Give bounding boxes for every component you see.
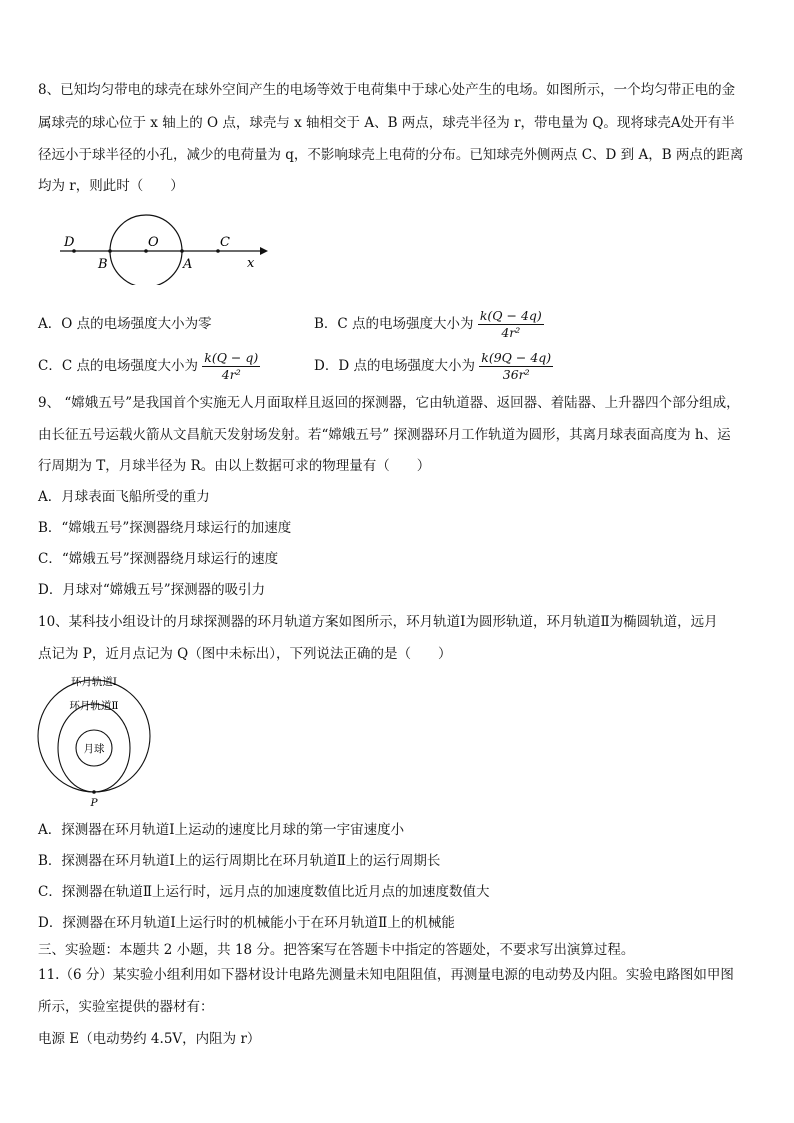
q10-option-b: B．探测器在环月轨道Ⅰ上的运行周期比在环月轨道Ⅱ上的运行周期长 [38,853,441,869]
q9-line-2: 由长征五号运载火箭从文昌航天发射场发射。若“嫦娥五号” 探测器环月工作轨道为圆形，其离月球表面高度为 h、运 [38,427,731,443]
label-orbit-1: 环月轨道Ⅰ [70,676,118,688]
label-orbit-2: 环月轨道Ⅱ [69,700,119,712]
q8-option-d-numerator: k(9Q − 4q) [481,350,552,365]
label-moon: 月球 [83,743,105,755]
x-axis-arrow [260,247,268,255]
q10-option-c: C．探测器在轨道Ⅱ上运行时，远月点的加速度数值比近月点的加速度数值大 [38,884,490,900]
q8-option-d-fraction [479,350,553,383]
q8-option-d [314,350,553,383]
q8-option-d-denominator: 36r² [502,367,530,382]
orbit-1-circle [38,680,150,792]
label-P: P [90,797,98,809]
q8-line-2: 属球壳的球心位于 x 轴上的 O 点，球壳与 x 轴相交于 A、B 两点，球壳半径为 r，带电量为 Q。现将球壳A处开有半 [38,115,735,131]
q9-option-d: D．月球对“嫦娥五号”探测器的吸引力 [38,582,266,598]
q8-line-3: 径远小于球半径的小孔，减少的电荷量为 q，不影响球壳上电荷的分布。已知球壳外侧两点 C、D 到 A，B 两点的距离 [38,147,744,163]
label-C: C [220,235,230,250]
q8-option-c [38,350,260,383]
q9-line-1: 9、 “嫦娥五号”是我国首个实施无人月面取样且返回的探测器，它由轨道器、返回器、着陆器、上升器四个部分组成， [38,395,740,411]
q8-option-c-text: C．C 点的电场强度大小为 [38,358,198,374]
label-B: B [98,257,108,272]
label-A: A [183,257,193,272]
q8-option-b-numerator: k(Q − 4q) [479,308,542,323]
q9-option-c: C．“嫦娥五号”探测器绕月球运行的速度 [38,551,279,567]
q8-option-c-denominator: 4r² [221,367,241,382]
q8-option-b [314,308,544,341]
q8-option-c-numerator: k(Q − q) [204,350,259,365]
section-3-heading: 三、实验题：本题共 2 小题，共 18 分。把答案写在答题卡中指定的答题处，不要求写出演算过程。 [38,942,635,958]
label-D: D [64,235,75,250]
q8-option-b-text: B．C 点的电场强度大小为 [314,316,474,332]
q8-line-4: 均为 r，则此时（ ） [38,178,184,194]
q11-line-1: 11.（6 分）某实验小组利用如下器材设计电路先测量未知电阻阻值，再测量电源的电动势及内阻。实验电路图如甲图 [38,967,734,983]
q8-option-b-denominator: 4r² [501,325,521,340]
q11-line-2: 所示，实验室提供的器材有： [38,999,214,1015]
q8-option-c-fraction [202,350,260,383]
q8-line-1: 8、已知均匀带电的球壳在球外空间产生的电场等效于电荷集中于球心处产生的电场。如图所示，一个均匀带正电的金 [38,82,736,98]
q11-line-3: 电源 E（电动势约 4.5V，内阻为 r） [38,1031,261,1047]
point-B [108,249,112,253]
q10-option-d: D．探测器在环月轨道Ⅰ上运行时的机械能小于在环月轨道Ⅱ上的机械能 [38,915,455,931]
q10-line-1: 10、某科技小组设计的月球探测器的环月轨道方案如图所示，环月轨道Ⅰ为圆形轨道，环月轨道Ⅱ为椭圆轨道，远月 [38,614,718,630]
q9-option-a: A．月球表面飞船所受的重力 [38,489,210,505]
point-A [180,249,184,253]
q9-line-3: 行周期为 T，月球半径为 R。由以上数据可求的物理量有（ ） [38,458,431,474]
q10-option-a: A．探测器在环月轨道Ⅰ上运动的速度比月球的第一宇宙速度小 [38,822,405,838]
q8-sphere-figure [55,210,270,285]
q8-option-a: A．O 点的电场强度大小为零 [38,316,212,332]
label-x: x [247,256,255,271]
q10-line-2: 点记为 P，近月点记为 Q（图中未标出），下列说法正确的是（ ） [38,646,452,662]
q9-option-b: B．“嫦娥五号”探测器绕月球运行的加速度 [38,520,292,536]
q8-option-d-text: D．D 点的电场强度大小为 [314,358,475,374]
q10-orbit-figure [36,668,156,810]
label-O: O [148,235,159,250]
point-P [92,790,96,794]
q8-option-b-fraction [478,308,544,341]
